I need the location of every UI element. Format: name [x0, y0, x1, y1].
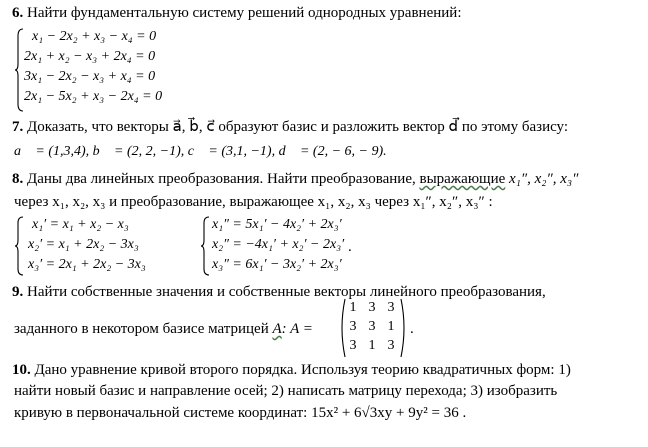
problem-9-matrix-name: A — [272, 321, 282, 337]
problem-9-heading — [12, 283, 546, 301]
matrix-cell: 3 — [368, 300, 376, 315]
problem-9-number: 9. — [12, 284, 24, 300]
problem-10-text: Дано уравнение кривой второго порядка. Используя теорию квадратичных форм: 1) — [34, 362, 571, 378]
problem-6-eq-3: 3x₁ − 2x₂ − x₃ + x₄ = 0 — [24, 69, 156, 84]
problem-8-heading — [12, 170, 578, 188]
problem-8-sys1-eq-2: x₂′ = x₁ + 2x₂ − 3x₃ — [28, 237, 139, 252]
problem-6-eq-2: 2x₁ + x₂ − x₃ + 2x₄ = 0 — [24, 49, 156, 64]
problem-8-period: . — [348, 239, 352, 255]
problem-7-number: 7. — [12, 119, 24, 135]
matrix-cell: 1 — [387, 319, 395, 334]
problem-9-equals: : A = — [281, 321, 313, 337]
problem-8-line-2: через x₁, x₂, x₃ и преобразование, выражающее x₁, x₂, x₃ через x₁″, x₂″, x₃″ : — [14, 194, 493, 210]
matrix-cell: 3 — [387, 338, 395, 353]
right-paren-icon — [400, 298, 408, 358]
problem-6-eq-4: 2x₁ − 5x₂ + x₃ − 2x₄ = 0 — [24, 89, 163, 104]
problem-10-line-3: кривую в первоначальной системе координат: 15x² + 6√3xy + 9y² = 36 . — [14, 405, 467, 421]
problem-6-heading — [12, 4, 461, 22]
problem-7-heading — [12, 118, 568, 136]
problem-8-system-2 — [200, 216, 380, 276]
problem-8-sys1-eq-1: x₁′ = x₁ + x₂ − x₃ — [32, 217, 129, 232]
problem-9-text: Найти собственные значения и собственные векторы линейного преобразования, — [27, 284, 546, 300]
problem-6-system — [14, 28, 214, 112]
matrix-cell: 3 — [349, 319, 357, 334]
problem-9-period: . — [410, 321, 414, 337]
left-brace-icon — [14, 28, 24, 112]
problem-9-line-2 — [14, 320, 313, 338]
problem-8-sys1-eq-3: x₃′ = 2x₁ + 2x₂ − 3x₃ — [28, 257, 146, 272]
matrix-cell: 3 — [387, 300, 395, 315]
problem-6-eq-1: x₁ − 2x₂ + x₃ − x₄ = 0 — [32, 29, 157, 44]
problem-8-vars: x₁″, x₂″, x₃″ — [505, 171, 579, 187]
problem-8-spell-word: выражающие — [419, 171, 506, 187]
problem-8-sys2-eq-3: x₃″ = 6x₁′ − 3x₂′ + 2x₃′ — [212, 257, 342, 272]
problem-8-sys2-eq-1: x₁″ = 5x₁′ − 4x₂′ + 2x₃′ — [212, 217, 342, 232]
matrix-cell: 1 — [368, 338, 376, 353]
problem-8-system-1 — [14, 216, 194, 276]
matrix-cell: 3 — [368, 319, 376, 334]
matrix-cell: 3 — [349, 338, 357, 353]
problem-7-text: Доказать, что векторы a⃗, b⃗, c⃗ образуют базис и разложить вектор d⃗ по этому базису: — [27, 119, 569, 135]
left-brace-icon — [200, 216, 210, 276]
problem-10-heading — [12, 361, 571, 379]
problem-8-sys2-eq-2: x₂″ = −4x₁′ + x₂′ − 2x₃′ — [212, 237, 345, 252]
problem-6-text: Найти фундаментальную систему решений однородных уравнений: — [27, 5, 462, 21]
problem-8-text: Даны два линейных преобразования. Найти преобразование, — [27, 171, 420, 187]
problem-7-vectors: a⃗ = (1,3,4), b⃗ = (2, 2, −1), c⃗ = (3,1, −1), d⃗ = (2, − 6, − 9). — [14, 144, 387, 159]
problem-9-line-2-text: заданного в некотором базисе матрицей — [14, 321, 273, 337]
problem-6-number: 6. — [12, 5, 24, 21]
problem-9-matrix — [338, 298, 410, 358]
left-brace-icon — [14, 216, 24, 276]
problem-10-line-2: найти новый базис и направление осей; 2) написать матрицу перехода; 3) изобразить — [14, 383, 558, 399]
problem-8-number: 8. — [12, 171, 24, 187]
matrix-cell: 1 — [349, 300, 357, 315]
problem-10-number: 10. — [12, 362, 31, 378]
